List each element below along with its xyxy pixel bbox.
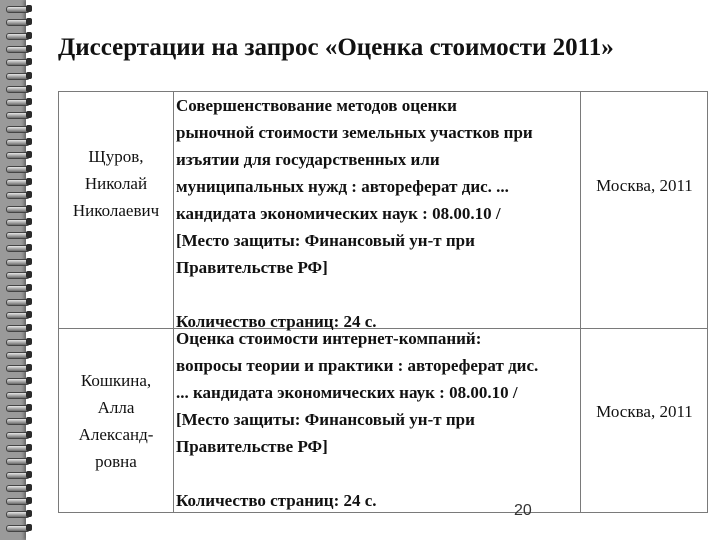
binding-ring [6,432,32,438]
binding-ring [6,525,32,531]
binding-ring [6,99,32,105]
binding-ring [6,285,32,291]
binding-ring [6,46,32,52]
binding-ring [6,73,32,79]
author-line: Николай [84,174,148,193]
description-line: Правительстве РФ] [176,258,328,277]
author-cell [59,367,173,475]
page-count: Количество страниц: 24 с. [176,491,377,510]
author-line: ровна [95,452,137,471]
description-line: [Место защиты: Финансовый ун-т при [176,231,475,250]
binding-ring [6,152,32,158]
binding-ring [6,272,32,278]
city-year-cell: Москва, 2011 [596,176,693,195]
binding-ring [6,365,32,371]
binding-ring [6,59,32,65]
binding-ring [6,312,32,318]
binding-ring [6,179,32,185]
author-line: Алла [97,398,135,417]
description-line: Правительстве РФ] [176,437,328,456]
binding-ring [6,126,32,132]
binding-ring [6,511,32,517]
description-cell [176,92,586,335]
binding-ring [6,325,32,331]
binding-ring [6,112,32,118]
binding-ring [6,392,32,398]
description-line: муниципальных нужд : автореферат дис. ... [176,177,509,196]
description-line: [Место защиты: Финансовый ун-т при [176,410,475,429]
binding-ring [6,485,32,491]
description-line: рыночной стоимости земельных участков при [176,123,533,142]
binding-ring [6,139,32,145]
description-spacer [176,281,586,308]
binding-ring [6,86,32,92]
description-line: изъятии для государственных или [176,150,440,169]
binding-ring [6,378,32,384]
city-year-cell: Москва, 2011 [596,402,693,421]
author-line: Николаевич [72,201,160,220]
page-number: 20 [514,502,532,519]
description-spacer [176,460,586,487]
description-line: Совершенствование методов оценки [176,96,457,115]
dissertation-table [58,91,708,513]
binding-ring [6,445,32,451]
binding-ring [6,299,32,305]
binding-ring [6,498,32,504]
description-line: кандидата экономических наук : 08.00.10 / [176,204,501,223]
binding-ring [6,33,32,39]
binding-ring [6,245,32,251]
binding-ring [6,219,32,225]
description-line: ... кандидата экономических наук : 08.00.10 / [176,383,518,402]
table-row [59,328,707,512]
binding-ring [6,259,32,265]
binding-ring [6,352,32,358]
description-cell [176,325,586,514]
description-line: Оценка стоимости интернет-компаний: [176,329,482,348]
binding-ring [6,192,32,198]
author-line: Щуров, [88,147,144,166]
binding-ring [6,232,32,238]
slide-title: Диссертации на запрос «Оценка стоимости 2011» [58,34,614,61]
binding-ring [6,458,32,464]
table-row [59,92,707,329]
binding-ring [6,166,32,172]
page-count: Количество страниц: 24 с. [176,312,377,331]
binding-ring [6,339,32,345]
author-line: Кошкина, [80,371,152,390]
author-line: Александ- [78,425,154,444]
binding-ring [6,206,32,212]
author-cell [59,143,173,224]
binding-ring [6,6,32,12]
binding-ring [6,19,32,25]
description-line: вопросы теории и практики : автореферат дис. [176,356,539,375]
binding-ring [6,405,32,411]
binding-ring [6,472,32,478]
binding-ring [6,418,32,424]
